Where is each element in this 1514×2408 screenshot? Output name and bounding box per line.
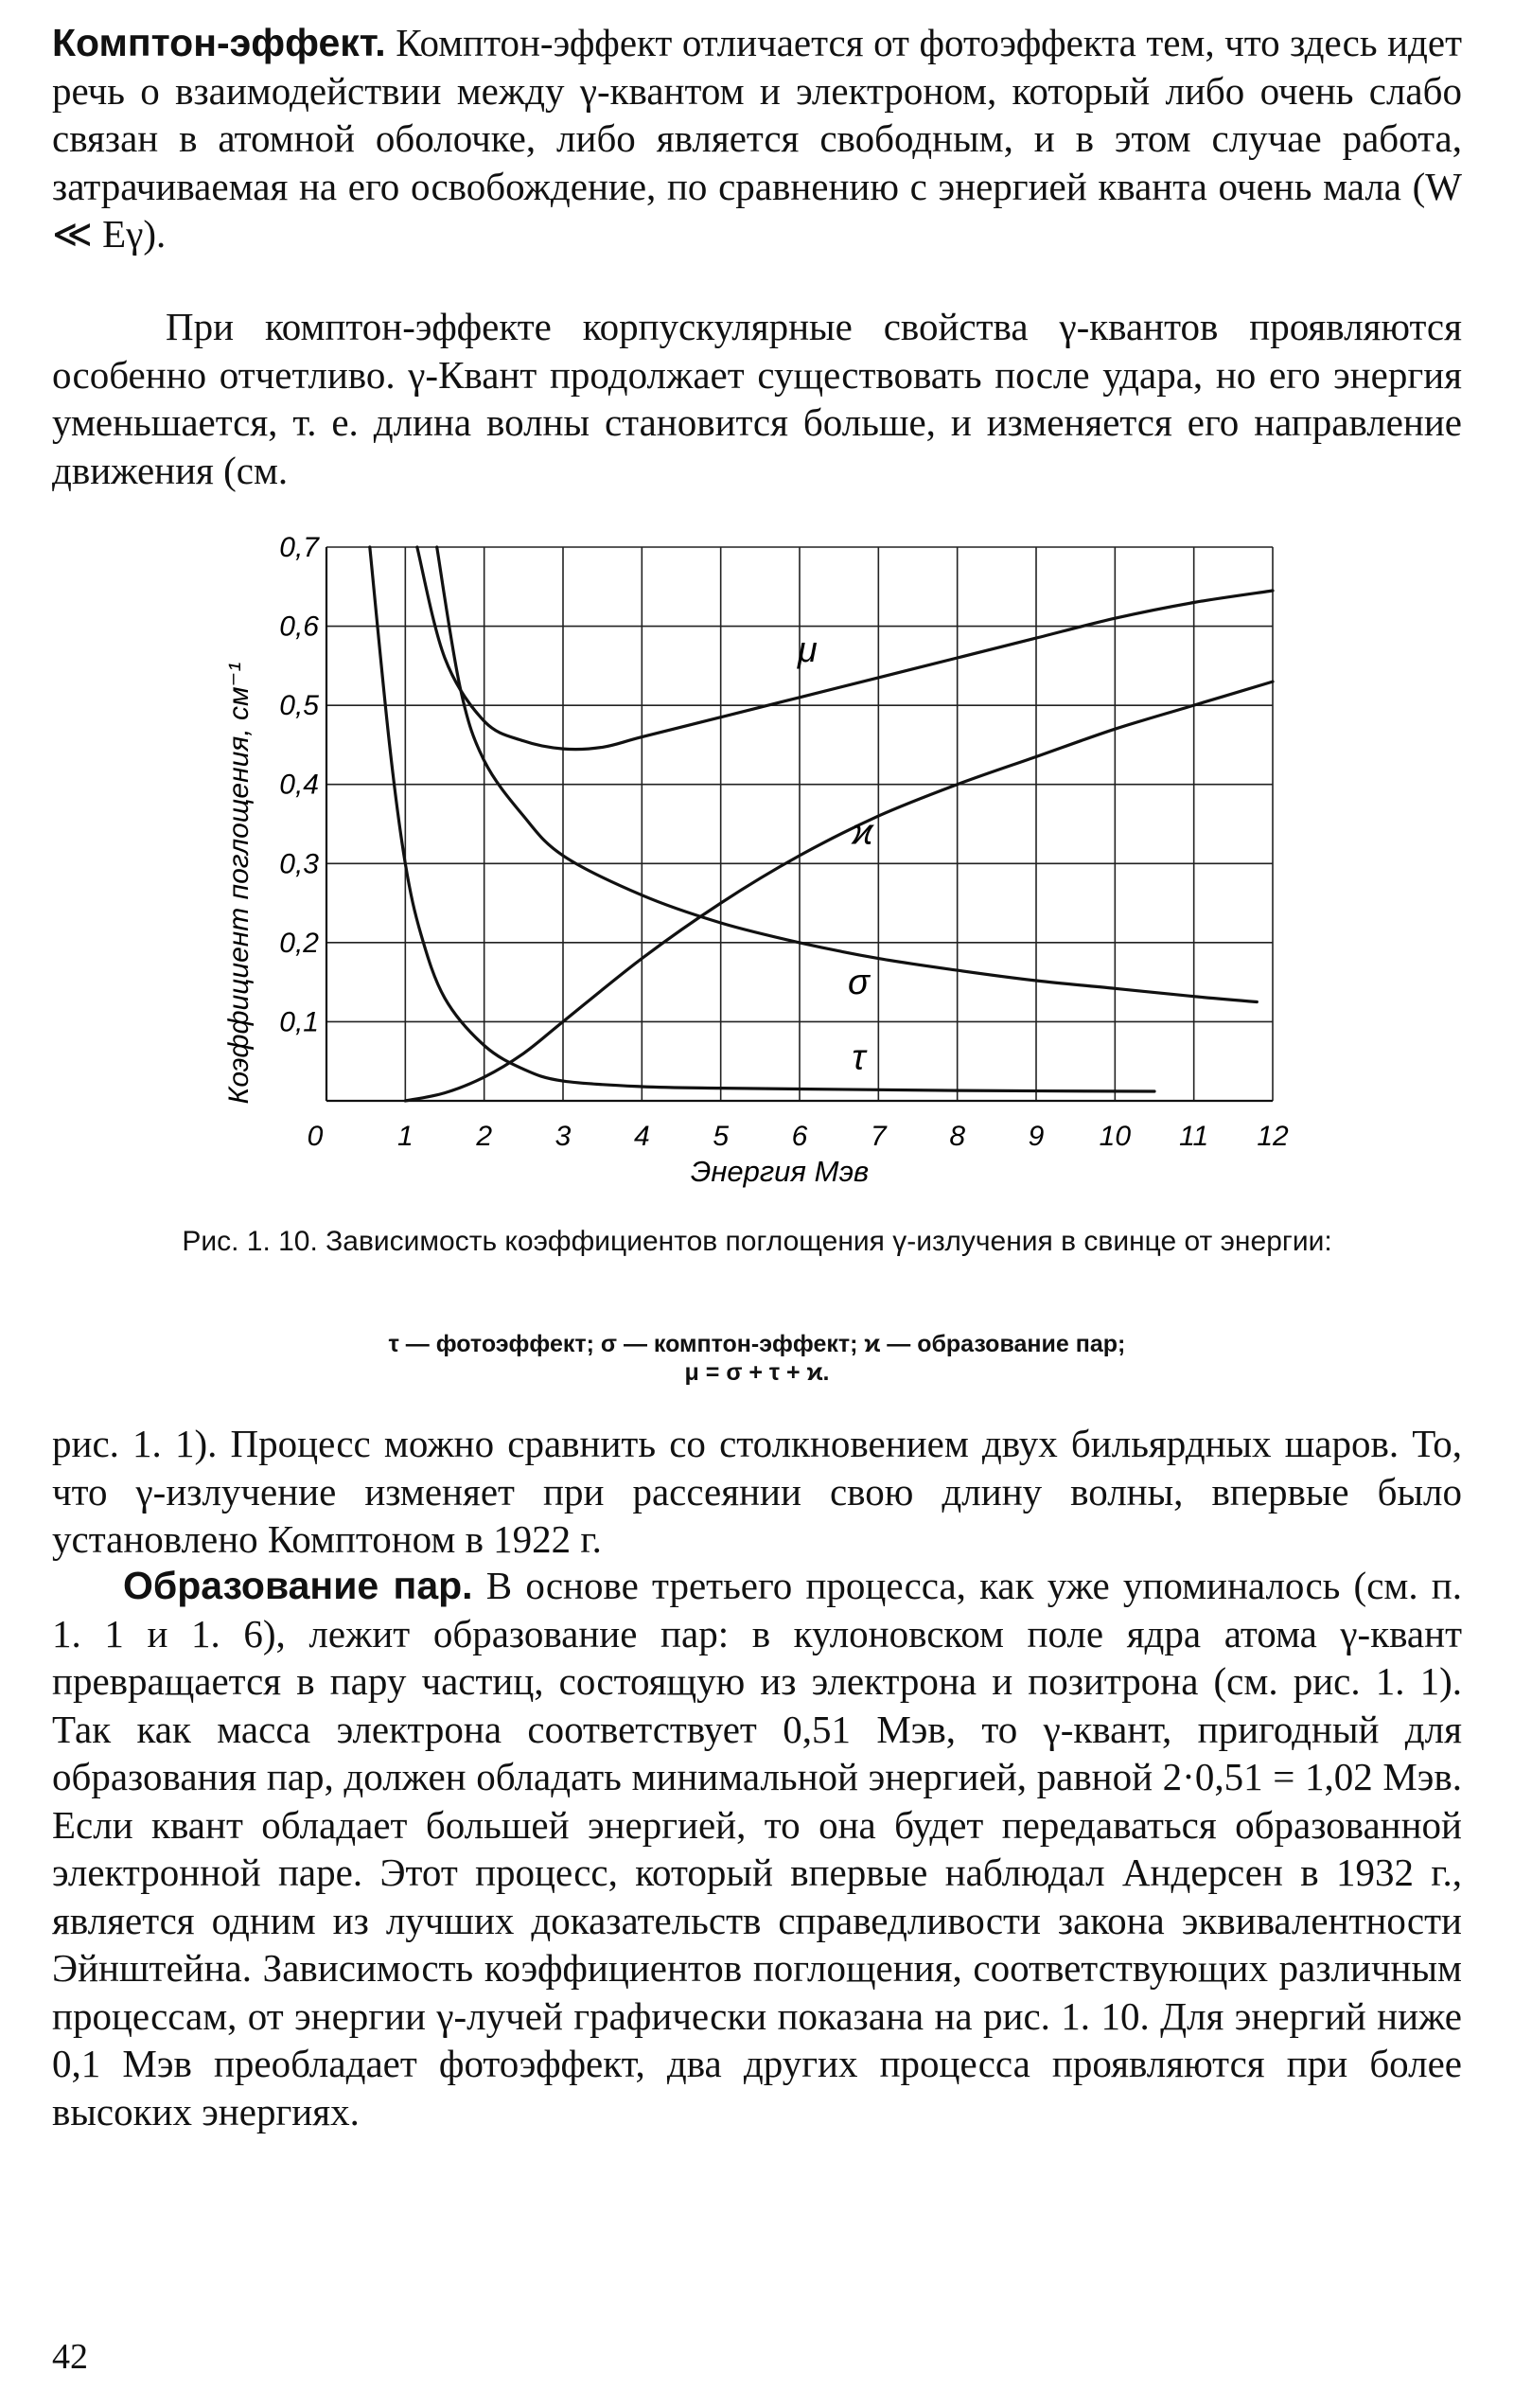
paragraph-compton xyxy=(52,19,1462,258)
y-tick-label: 0,5 xyxy=(279,690,319,722)
paragraph-compton-body: Комптон-эффект отличается от фотоэффекта тем, что здесь идет речь о взаимодействии между γ-квантом и электроном, который либо очень слабо связан в атомной оболочке, либо является свободным, и в этом случае работа, затрачиваемая на его освобождение, по сравнению с энергией кванта очень мала (W ≪ Eγ). xyxy=(52,21,1463,256)
x-tick-label: 9 xyxy=(1028,1121,1045,1152)
x-tick-label: 11 xyxy=(1179,1121,1209,1152)
figure-caption: Рис. 1. 10. Зависимость коэффициентов поглощения γ-излучения в свинце от энергии: xyxy=(182,1226,1332,1257)
x-tick-label: 10 xyxy=(1099,1121,1132,1152)
chart-labels xyxy=(797,630,874,1077)
y-tick-label: 0,2 xyxy=(279,927,319,959)
chart-curves xyxy=(370,547,1273,1101)
paragraph-billiard: рис. 1. 1). Процесс можно сравнить со столкновением двух бильярдных шаров. То, что γ-излучение изменяет при рассеянии свою длину волны, впервые было установлено Комптоном в 1922 г. xyxy=(52,1422,1462,1561)
absorption-chart xyxy=(170,519,1344,1191)
heading-pairs: Образование пар. xyxy=(123,1564,473,1607)
curve-label-tau: τ xyxy=(852,1037,866,1078)
x-tick-label: 1 xyxy=(396,1121,414,1152)
x-tick-label: 2 xyxy=(476,1121,493,1152)
curve-label-sigma: σ xyxy=(848,963,870,1003)
y-axis-label: Коэффициент поглощения, см⁻¹ xyxy=(223,662,255,1105)
curve-label-mu: μ xyxy=(797,630,818,671)
x-tick-label: 3 xyxy=(555,1121,572,1152)
y-tick-label: 0,4 xyxy=(279,769,319,801)
chart-ticks xyxy=(279,532,1289,1152)
x-tick-label: 7 xyxy=(870,1121,887,1152)
x-tick-label: 4 xyxy=(633,1121,650,1152)
figure-legend-line-2: μ = σ + τ + ϰ. xyxy=(684,1359,830,1386)
paragraph-pairs xyxy=(52,1562,1462,2135)
x-tick-label: 0 xyxy=(307,1121,324,1152)
x-axis-label: Энергия Мэв xyxy=(690,1155,870,1188)
y-tick-label: 0,6 xyxy=(279,611,319,643)
figure-legend xyxy=(180,1330,1334,1387)
x-tick-label: 6 xyxy=(791,1121,808,1152)
x-tick-label: 12 xyxy=(1257,1121,1289,1152)
x-tick-label: 5 xyxy=(713,1121,730,1152)
paragraph-pairs-body: В основе третьего процесса, как уже упоминалось (см. п. 1. 1 и 1. 6), лежит образование пар: в кулоновском поле ядра атома γ-квант превращается в пару частиц, состоящую из электрона и позитрона (см. рис. 1. 1). Так как масса электрона соответствует 0,51 Мэв, то γ-квант, пригодный для образования пар, должен обладать минимальной энергией, равной 2·0,51 = 1,02 Мэв. Если квант обладает большей энергией, то она будет передаваться образованной электронной паре. Этот процесс, который впервые наблюдал Андерсен в 1932 г., является одним из лучших доказательств справедливости закона эквивалентности Эйнштейна. Зависимость коэффициентов поглощения, соответствующих различным процессам, от энергии γ-лучей графически показана на рис. 1. 10. Для энергий ниже 0,1 Мэв преобладает фотоэффект, два других процесса проявляются при более высоких энергиях. xyxy=(52,1564,1462,2134)
curve-label-kappa: ϰ xyxy=(852,812,873,853)
page-number: 42 xyxy=(52,2337,88,2377)
figure-legend-line-1: τ — фотоэффект; σ — комптон-эффект; ϰ — образование пар; xyxy=(388,1331,1126,1357)
y-tick-label: 0,3 xyxy=(279,848,319,880)
heading-compton: Комптон-эффект. xyxy=(52,21,386,64)
y-tick-label: 0,7 xyxy=(279,532,319,563)
y-tick-label: 0,1 xyxy=(279,1006,319,1038)
paragraph-corpuscular: При комптон-эффекте корпускулярные свойства γ-квантов проявляются особенно отчетливо. γ-Квант продолжает существовать после удара, но его энергия уменьшается, т. е. длина волны становится больше, и изменяется его направление движения (см. xyxy=(52,305,1462,492)
x-tick-label: 8 xyxy=(949,1121,966,1152)
